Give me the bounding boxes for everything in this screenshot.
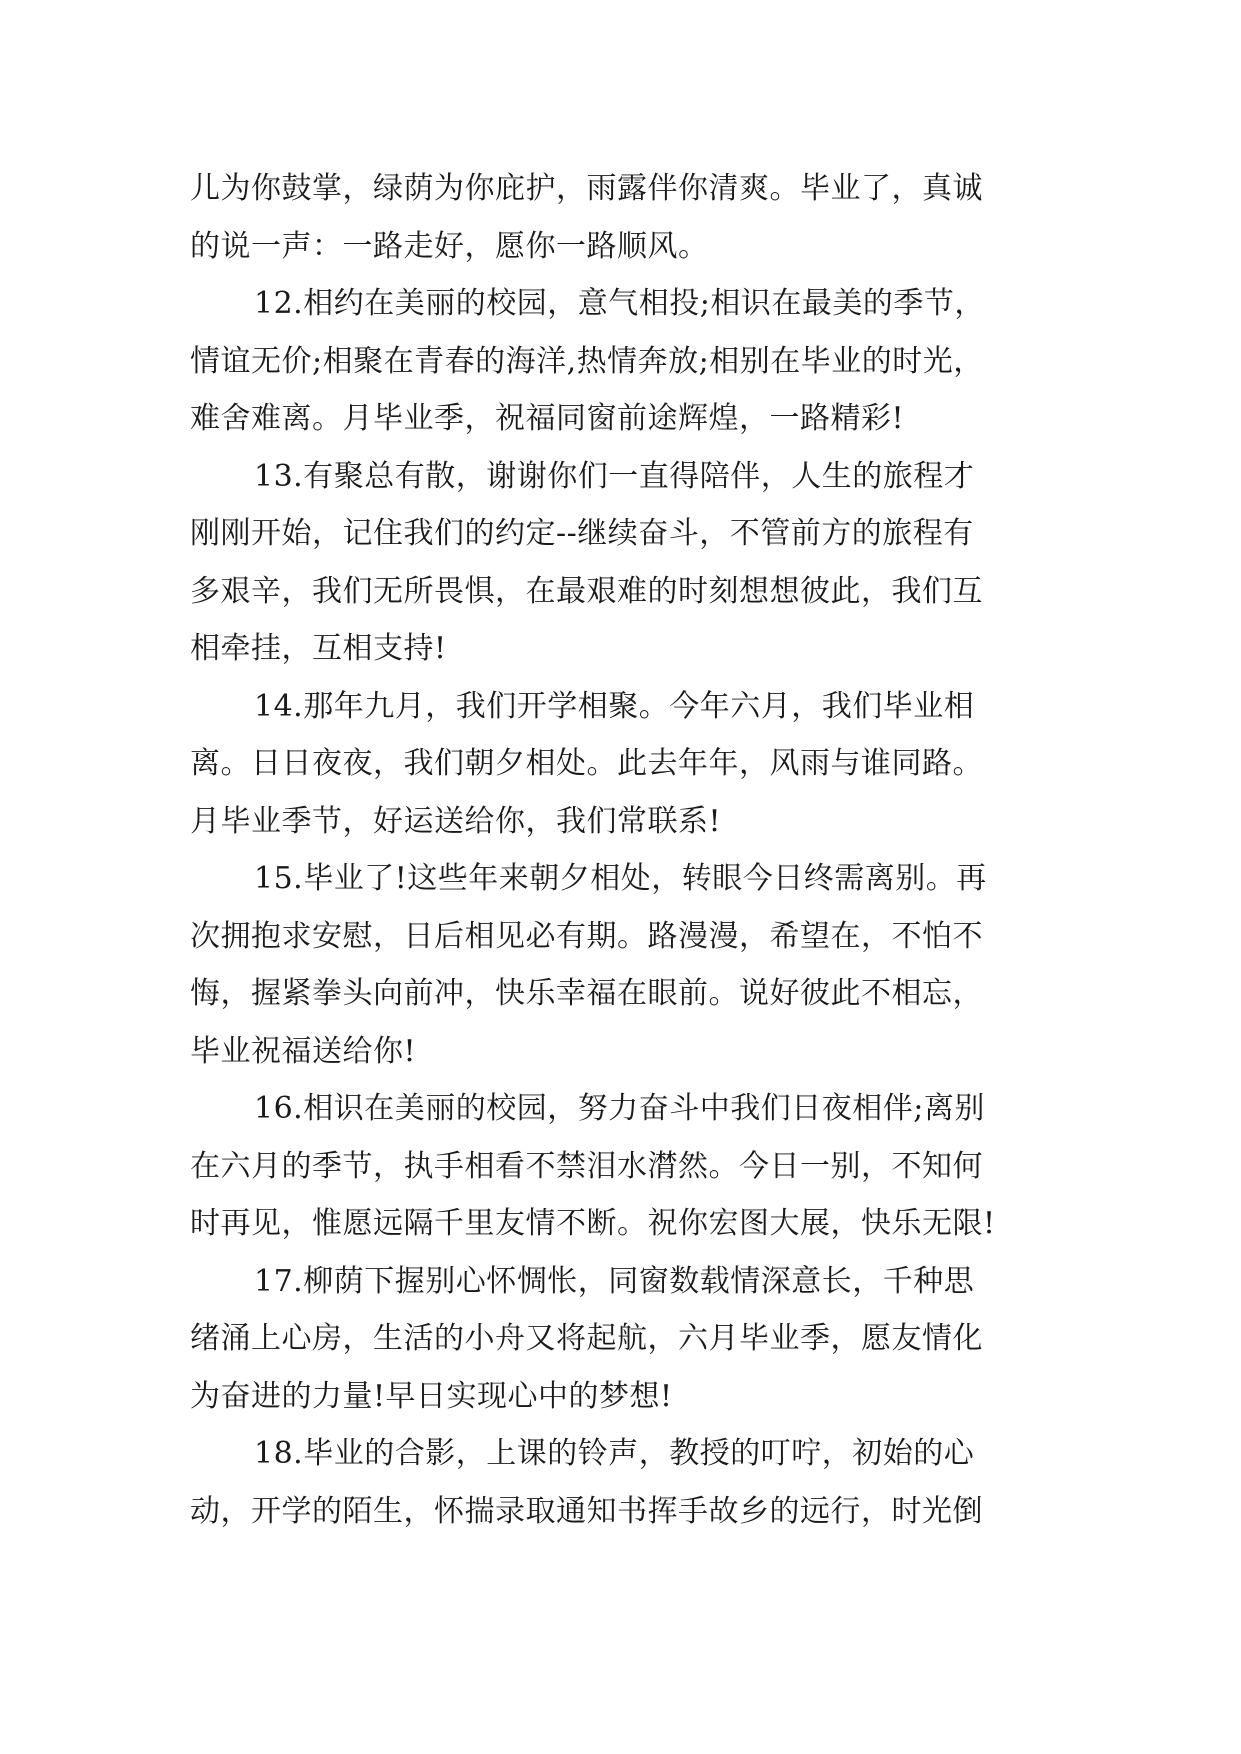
text-line: 在六月的季节，执手相看不禁泪水潸然。今日一别，不知何 xyxy=(190,1148,983,1184)
text-line: 时再见，惟愿远隔千里友情不断。祝你宏图大展，快乐无限! xyxy=(190,1206,996,1241)
text-line: 为奋进的力量!早日实现心中的梦想! xyxy=(190,1378,673,1414)
text-line: 情谊无价;相聚在青春的海洋,热情奔放;相别在毕业的时光， xyxy=(190,343,984,379)
paragraph-17-first-line: 17.柳荫下握别心怀惆怅，同窗数载情深意长，千种思 xyxy=(254,1263,975,1299)
paragraph-16-first-line: 16.相识在美丽的校园，努力奋斗中我们日夜相伴;离别 xyxy=(254,1091,985,1126)
text-line: 相牵挂，互相支持! xyxy=(190,631,447,666)
text-line: 离。日日夜夜，我们朝夕相处。此去年年，风雨与谁同路。 xyxy=(190,746,983,781)
document-body xyxy=(190,160,1060,1540)
text-line: 悔，握紧拳头向前冲，快乐幸福在眼前。说好彼此不相忘， xyxy=(190,976,983,1011)
text-line: 月毕业季节，好运送给你，我们常联系! xyxy=(190,803,722,839)
paragraph-13-first-line: 13.有聚总有散，谢谢你们一直得陪伴，人生的旅程才 xyxy=(254,458,975,494)
paragraph-15-first-line: 15.毕业了!这些年来朝夕相处，转眼今日终需离别。再 xyxy=(254,861,987,896)
text-line: 难舍难离。月毕业季，祝福同窗前途辉煌，一路精彩! xyxy=(190,401,905,436)
text-line: 绪涌上心房，生活的小舟又将起航，六月毕业季，愿友情化 xyxy=(190,1321,983,1356)
text-line: 刚刚开始，记住我们的约定--继续奋斗，不管前方的旅程有 xyxy=(190,516,974,551)
text-line: 动，开学的陌生，怀揣录取通知书挥手故乡的远行，时光倒 xyxy=(190,1493,983,1529)
text-line: 多艰辛，我们无所畏惧，在最艰难的时刻想想彼此，我们互 xyxy=(190,573,983,609)
text-line: 毕业祝福送给你! xyxy=(190,1033,417,1069)
text-line: 次拥抱求安慰，日后相见必有期。路漫漫，希望在，不怕不 xyxy=(190,918,983,954)
text-line: 儿为你鼓掌，绿荫为你庇护，雨露伴你清爽。毕业了，真诚 xyxy=(190,171,983,206)
paragraph-14-first-line: 14.那年九月，我们开学相聚。今年六月，我们毕业相 xyxy=(254,688,975,724)
paragraph-12-first-line: 12.相约在美丽的校园，意气相投;相识在最美的季节， xyxy=(254,286,985,321)
text-line: 的说一声：一路走好，愿你一路顺风。 xyxy=(190,228,709,264)
paragraph-18-first-line: 18.毕业的合影，上课的铃声，教授的叮咛，初始的心 xyxy=(254,1436,975,1471)
